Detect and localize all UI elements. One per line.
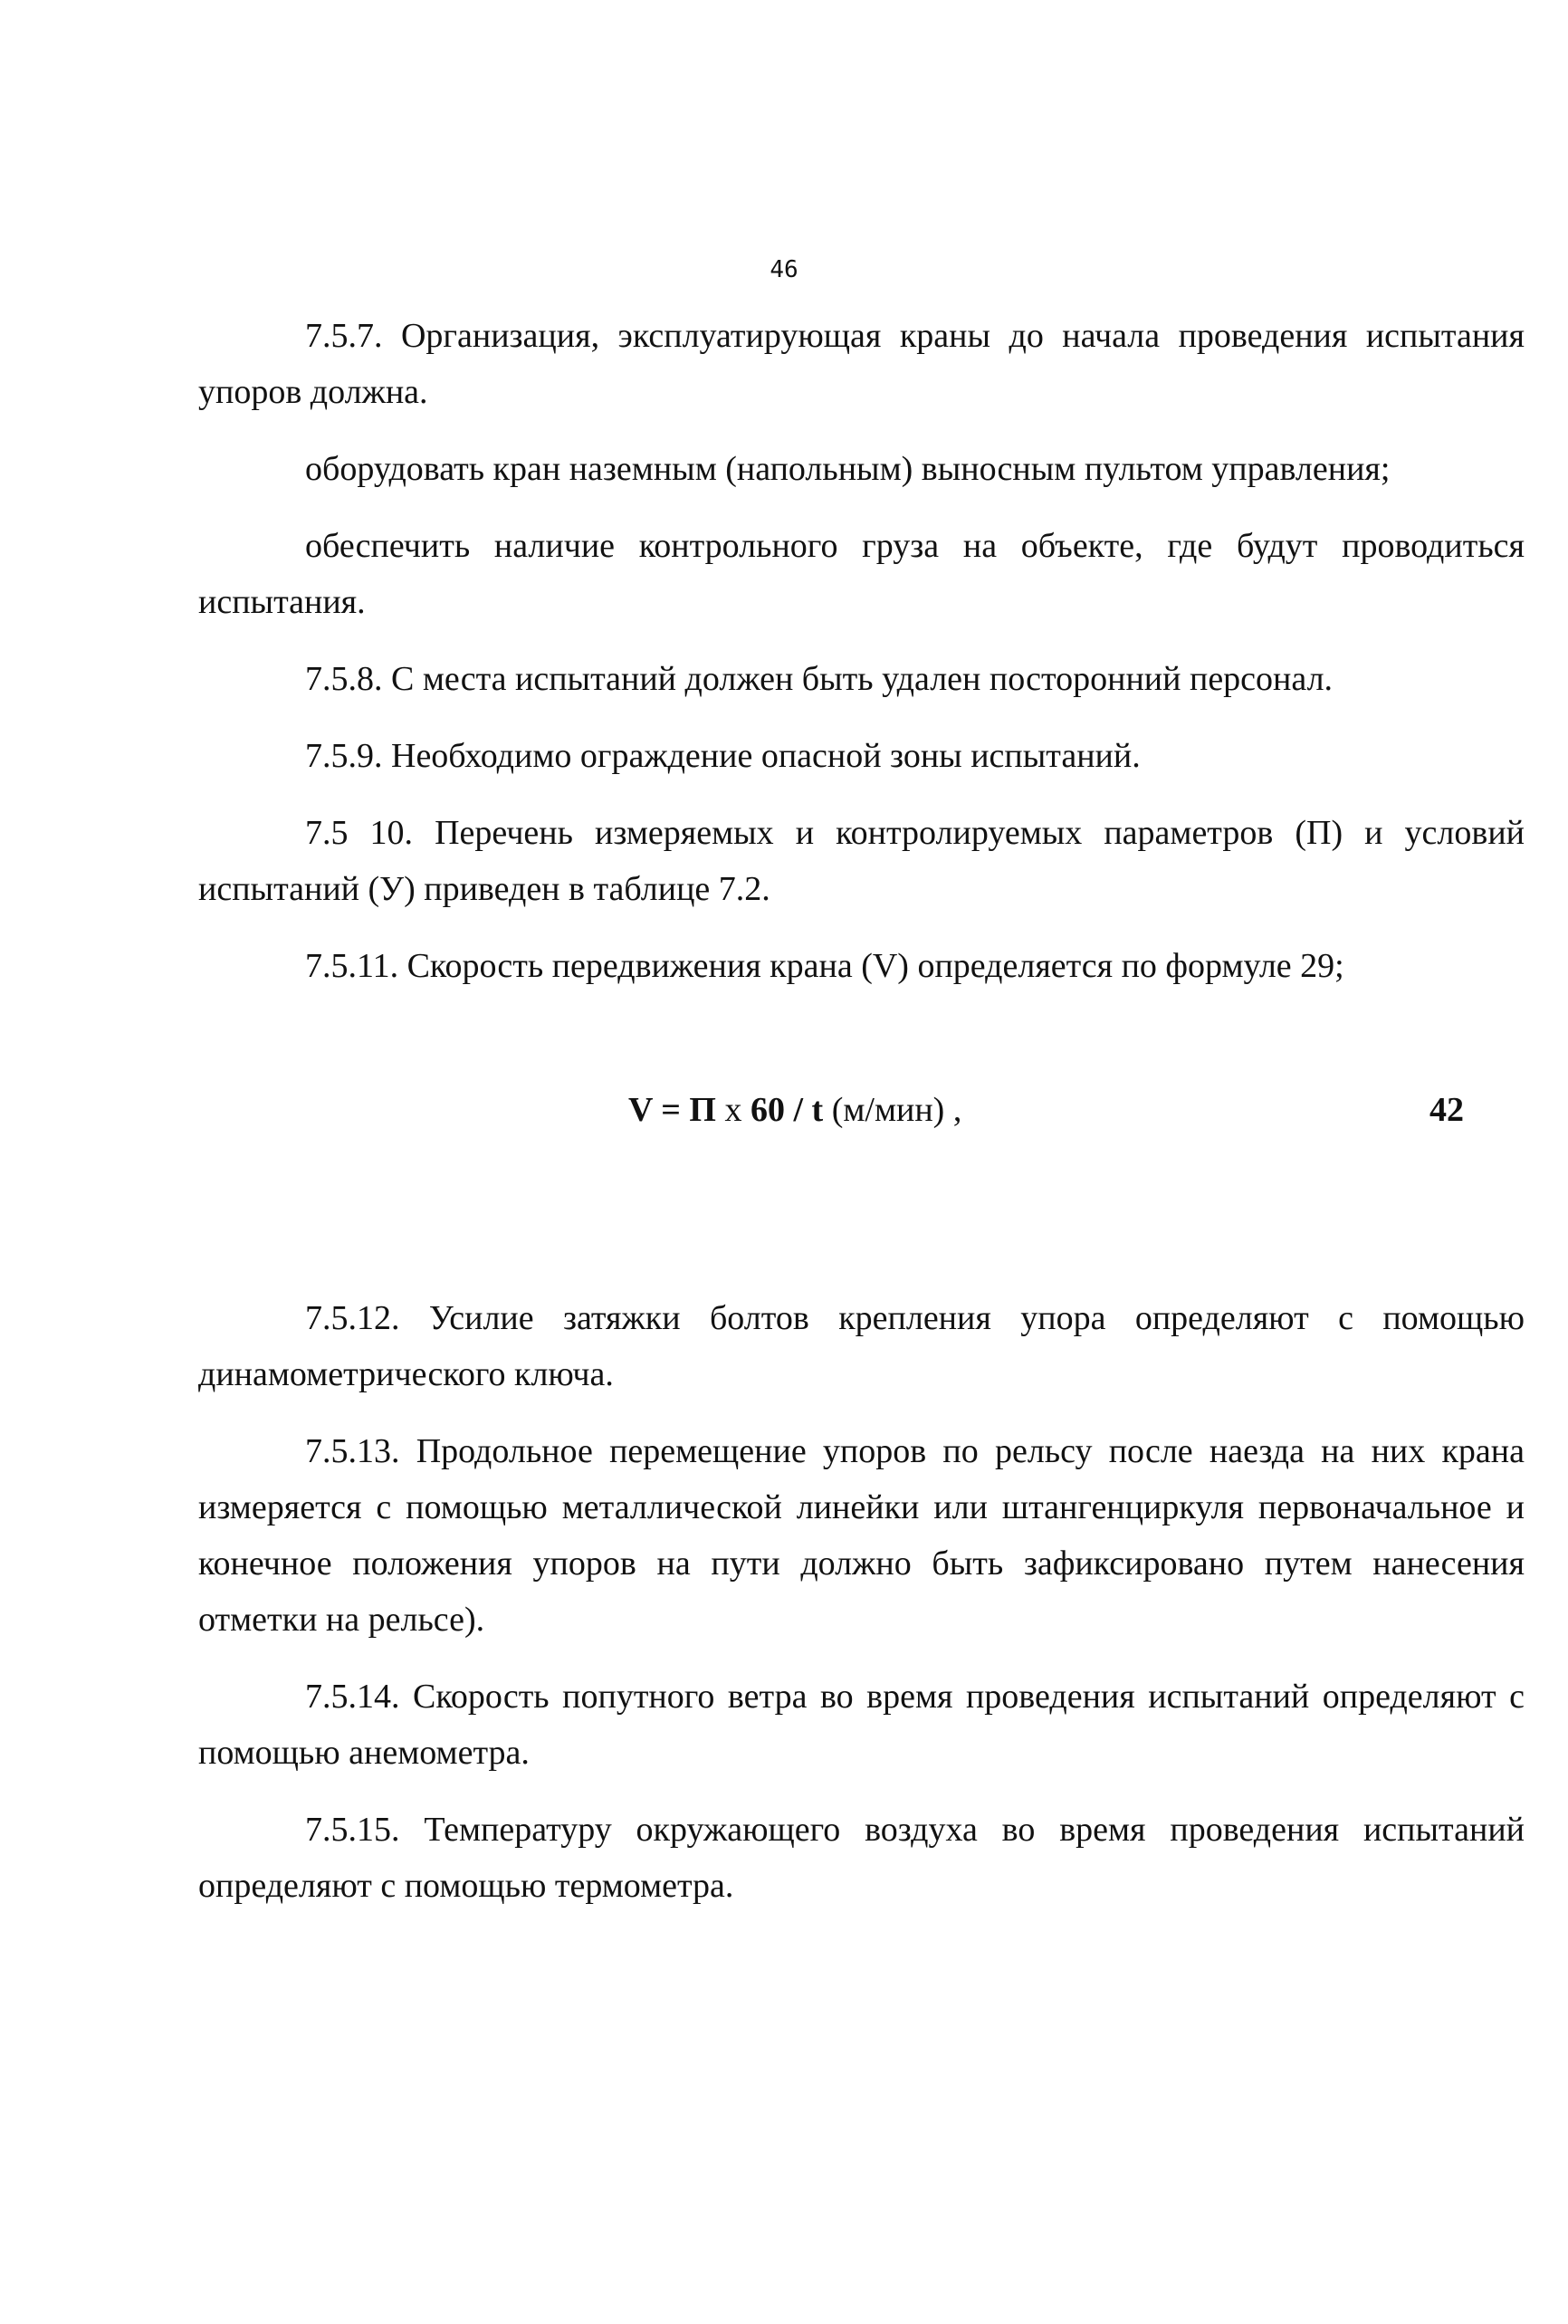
formula-lhs: V = П bbox=[628, 1091, 716, 1129]
paragraph-control-load: обеспечить наличие контрольного груза на объекте, где будут проводиться испытания. bbox=[198, 527, 1525, 621]
paragraph-7-5-13: 7.5.13. Продольное перемещение упоров по рельсу после наезда на них крана измеряется с помощью металлической линейки или штангенциркуля первоначальное и конечное положения упоров на пути должно быть зафиксировано путем нанесения отметки на рельсе). bbox=[198, 1432, 1525, 1639]
paragraph-7-5-7: 7.5.7. Организация, эксплуатирующая краны до начала проведения испытания упоров должна. bbox=[198, 317, 1525, 411]
paragraph-7-5-14: 7.5.14. Скорость попутного ветра во время проведения испытаний определяют с помощью анемометра. bbox=[198, 1678, 1525, 1772]
formula-row bbox=[198, 1082, 1464, 1138]
text-section-top bbox=[198, 308, 1525, 1015]
formula-unit: (м/мин) , bbox=[823, 1091, 962, 1129]
text-section-bottom bbox=[198, 1290, 1525, 1935]
paragraph-equip-remote: оборудовать кран наземным (напольным) выносным пультом управления; bbox=[305, 450, 1391, 488]
equation-number: 42 bbox=[1429, 1091, 1464, 1129]
paragraph-7-5-8: 7.5.8. С места испытаний должен быть удален посторонний персонал. bbox=[305, 660, 1334, 698]
paragraph-7-5-12: 7.5.12. Усилие затяжки болтов крепления упора определяют с помощью динамометрического ключа. bbox=[198, 1299, 1525, 1393]
paragraph-7-5-15: 7.5.15. Температуру окружающего воздуха во время проведения испытаний определяют с помощью термометра. bbox=[198, 1811, 1525, 1905]
page-number: 46 bbox=[770, 256, 798, 283]
formula bbox=[628, 1082, 961, 1138]
paragraph-7-5-10: 7.5 10. Перечень измеряемых и контролируемых параметров (П) и условий испытаний (У) приведен в таблице 7.2. bbox=[198, 814, 1525, 908]
formula-operator: х bbox=[715, 1091, 751, 1129]
paragraph-7-5-11: 7.5.11. Скорость передвижения крана (V) определяется по формуле 29; bbox=[305, 947, 1344, 985]
paragraph-7-5-9: 7.5.9. Необходимо ограждение опасной зоны испытаний. bbox=[305, 737, 1141, 775]
formula-factor: 60 / t bbox=[750, 1091, 824, 1129]
